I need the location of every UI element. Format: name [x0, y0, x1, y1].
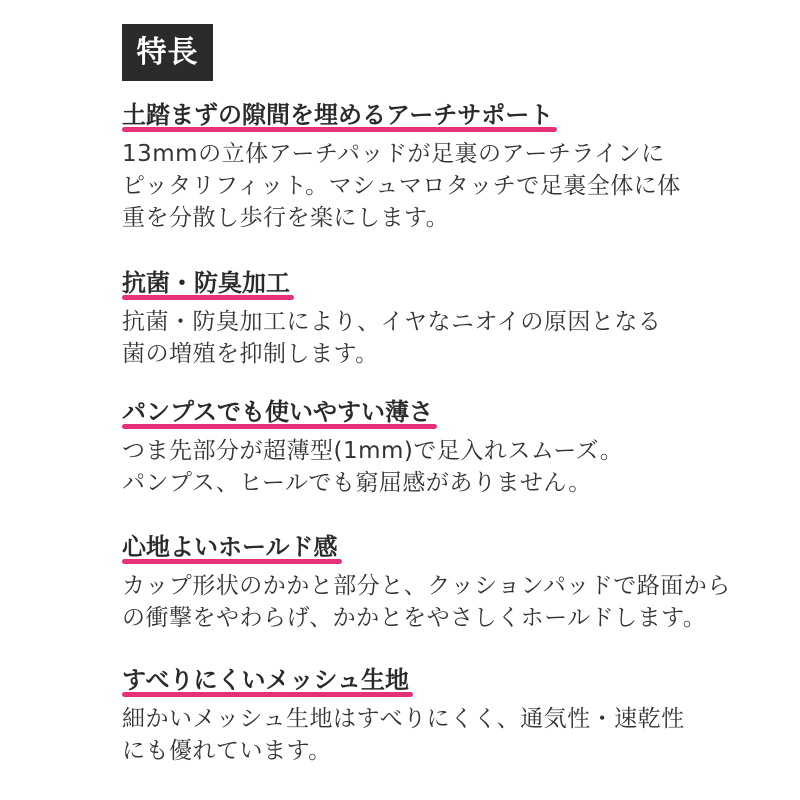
feature-heading [122, 397, 435, 427]
feature-non-slip-mesh [122, 665, 762, 767]
feature-description [122, 570, 762, 634]
description-line: 細かいメッシュ生地はすべりにくく、通気性・速乾性 [122, 706, 685, 732]
description-line: つま先部分が超薄型(1mm)で足入れスムーズ。 [122, 438, 624, 464]
feature-hold [122, 532, 762, 634]
description-line: 13mmの立体アーチパッドが足裏のアーチラインに [122, 141, 665, 167]
page-title: 特長 [122, 24, 213, 81]
feature-heading-text: 土踏まずの隙間を埋めるアーチサポート [122, 101, 554, 129]
feature-heading-text: すべりにくいメッシュ生地 [122, 666, 410, 694]
feature-heading-text: 抗菌・防臭加工 [122, 269, 290, 297]
description-line: カップ形状のかかと部分と、クッションパッドで路面から [122, 573, 731, 599]
feature-heading [122, 268, 292, 298]
feature-description [122, 703, 762, 767]
description-line: 抗菌・防臭加工により、イヤなニオイの原因となる [122, 309, 662, 335]
description-line: にも優れています。 [122, 738, 332, 764]
description-line: パンプス、ヒールでも窮屈感がありません。 [122, 470, 592, 496]
feature-antibacterial [122, 268, 762, 370]
feature-heading [122, 100, 555, 130]
feature-description [122, 306, 762, 370]
description-line: の衝撃をやわらげ、かかとをやさしくホールドします。 [122, 605, 707, 631]
feature-arch-support [122, 100, 762, 234]
feature-heading-text: パンプスでも使いやすい薄さ [122, 398, 434, 426]
description-line: 重を分散し歩行を楽にします。 [122, 205, 450, 231]
feature-heading [122, 665, 411, 695]
description-line: ピッタリフィット。マシュマロタッチで足裏全体に体 [122, 173, 681, 199]
description-line: 菌の増殖を抑制します。 [122, 341, 379, 367]
feature-thin-for-pumps [122, 397, 762, 499]
feature-heading-text: 心地よいホールド感 [122, 533, 338, 561]
feature-heading [122, 532, 340, 562]
feature-description [122, 435, 762, 499]
feature-description [122, 138, 762, 234]
